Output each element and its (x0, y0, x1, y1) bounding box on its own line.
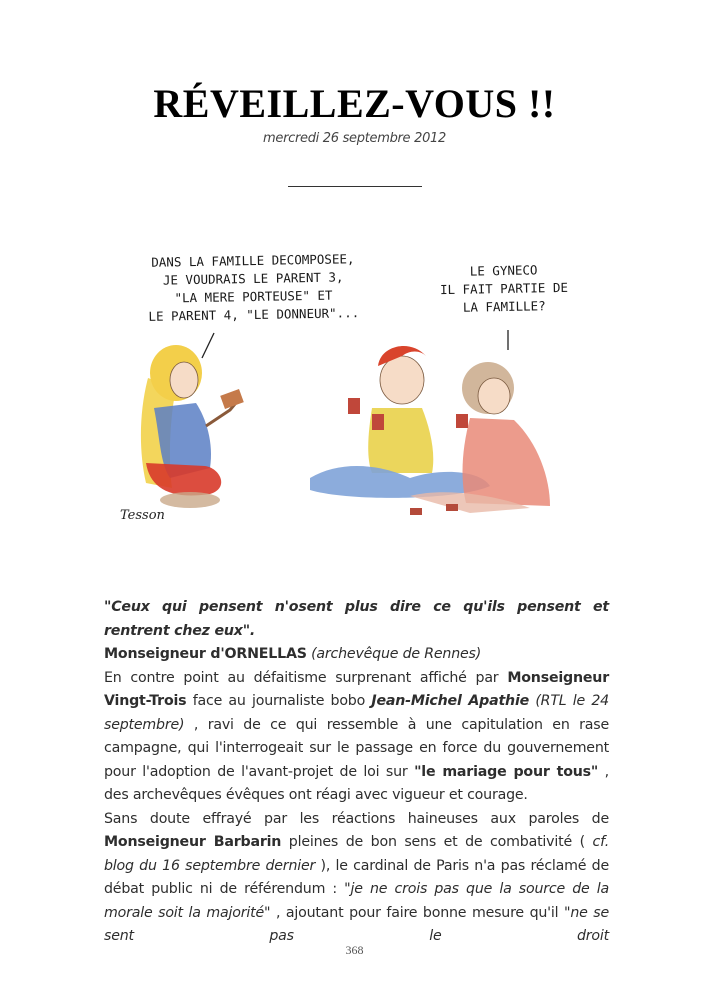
paragraph-2: Sans doute effrayé par les réactions haineuses aux paroles de Monseigneur Barbarin pleines de bon sens et de combativité ( cf. blog du 16 septembre dernier ), le cardinal de Paris n'a pas réclamé de débat public ni de référendum : "je ne crois pas que la source de la morale soit la majorité" , ajoutant pour faire bonne mesure qu'il "ne se sent pas le droit (104, 810, 610, 944)
left-speech-tail (202, 333, 214, 358)
card (410, 508, 422, 515)
page-title: RÉVEILLEZ-VOUS !! (153, 81, 556, 126)
girl-figure (141, 345, 244, 508)
post-date: mercredi 26 septembre 2012 (263, 131, 446, 146)
article-body (104, 596, 609, 949)
speech-bubble-right: LE GYNECO IL FAIT PARTIE DE LA FAMILLE? (439, 262, 569, 315)
artist-signature: Tesson (120, 508, 165, 523)
title-divider (288, 186, 422, 187)
card (446, 504, 458, 511)
quote-attribution: Monseigneur d'ORNELLAS (archevêque de Rennes) (104, 646, 482, 662)
paragraph-1: En contre point au défaitisme surprenant affiché par Monseigneur Vingt-Trois face au journaliste bobo Jean-Michel Apathie (RTL le 24 septembre) , ravi de ce qui ressemble à une capitulation en rase campagne, qui l'interrogeait sur le passage en force du gouvernement pour l'adoption de l'avant-projet de loi sur "le mariage pour tous" , des archevêques évêques ont réagi avec vigueur et courage. (104, 669, 609, 803)
speech-bubble-left: DANS LA FAMILLE DECOMPOSEE, JE VOUDRAIS LE PARENT 3, "LA MERE PORTEUSE" ET LE PARENT 4, "LE DONNEUR"... (148, 251, 360, 324)
page-number: 368 (345, 943, 364, 957)
quote: "Ceux qui pensent n'osent plus dire ce qu'ils pensent et rentrent chez eux". (104, 599, 609, 639)
